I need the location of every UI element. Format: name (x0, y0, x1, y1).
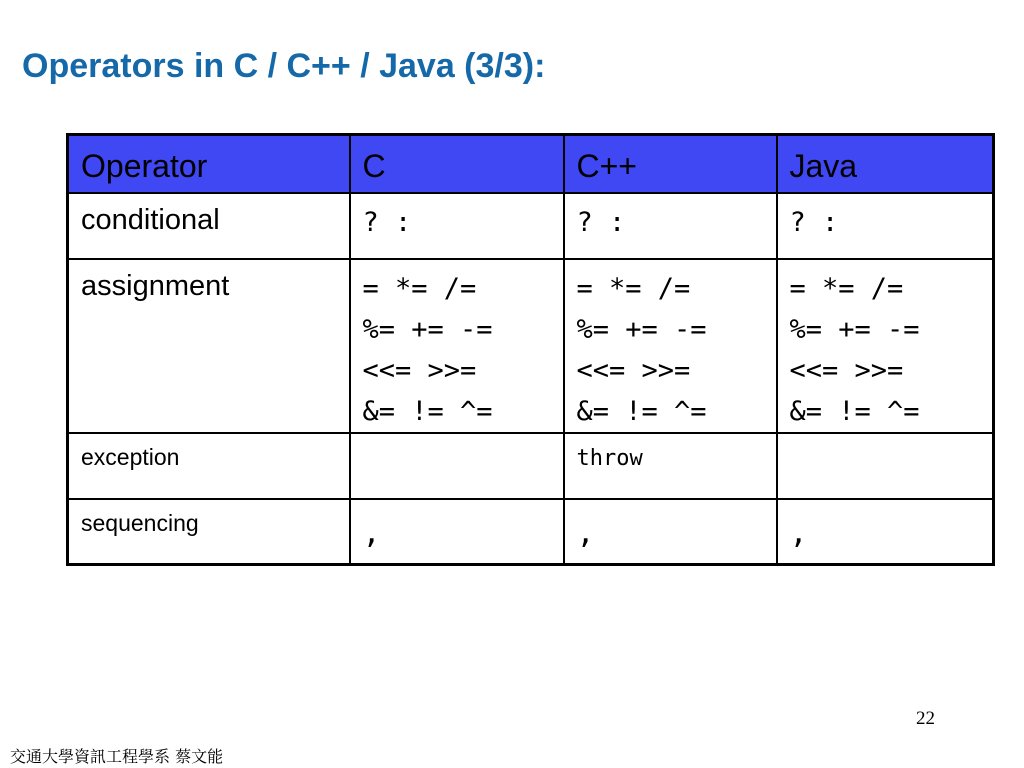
table-row (68, 193, 994, 259)
table-row (68, 433, 994, 499)
page-number: 22 (916, 708, 935, 729)
cpp-operator-code: throw (576, 445, 643, 471)
footer-credit: 交通大學資訊工程學系 蔡文能 (10, 747, 224, 766)
c-operator-code: = *= /= %= += -= <<= >>= &= != ^= (362, 272, 493, 427)
cpp-operator-code: = *= /= %= += -= <<= >>= &= != ^= (576, 272, 707, 427)
java-cell (777, 433, 994, 499)
operator-label: conditional (81, 203, 220, 236)
operator-label: sequencing (81, 509, 199, 536)
operator-cell (68, 259, 350, 433)
operator-cell (68, 433, 350, 499)
operator-cell (68, 499, 350, 565)
cpp-operator-code: ? : (576, 206, 626, 238)
c-operator-code: ? : (362, 206, 412, 238)
operators-table (66, 133, 995, 566)
java-operator-code: , (789, 515, 808, 551)
slide-title: Operators in C / C++ / Java (3/3): (22, 47, 546, 85)
header-operator: Operator (68, 135, 350, 193)
header-cpp: C++ (564, 135, 777, 193)
cpp-cell (564, 193, 777, 259)
operator-cell (68, 193, 350, 259)
operator-label: assignment (81, 269, 230, 302)
c-operator-code: , (362, 515, 381, 551)
table-row (68, 259, 994, 433)
table-row (68, 499, 994, 565)
cpp-cell (564, 433, 777, 499)
java-operator-code: ? : (789, 206, 839, 238)
header-java: Java (777, 135, 994, 193)
c-cell (350, 259, 564, 433)
header-c: C (350, 135, 564, 193)
java-cell (777, 499, 994, 565)
c-cell (350, 193, 564, 259)
cpp-cell (564, 499, 777, 565)
table-header-row (68, 135, 994, 193)
cpp-cell (564, 259, 777, 433)
c-cell (350, 499, 564, 565)
java-operator-code: = *= /= %= += -= <<= >>= &= != ^= (789, 272, 920, 427)
operator-label: exception (81, 443, 180, 470)
java-cell (777, 193, 994, 259)
c-cell (350, 433, 564, 499)
java-cell (777, 259, 994, 433)
cpp-operator-code: , (576, 515, 595, 551)
